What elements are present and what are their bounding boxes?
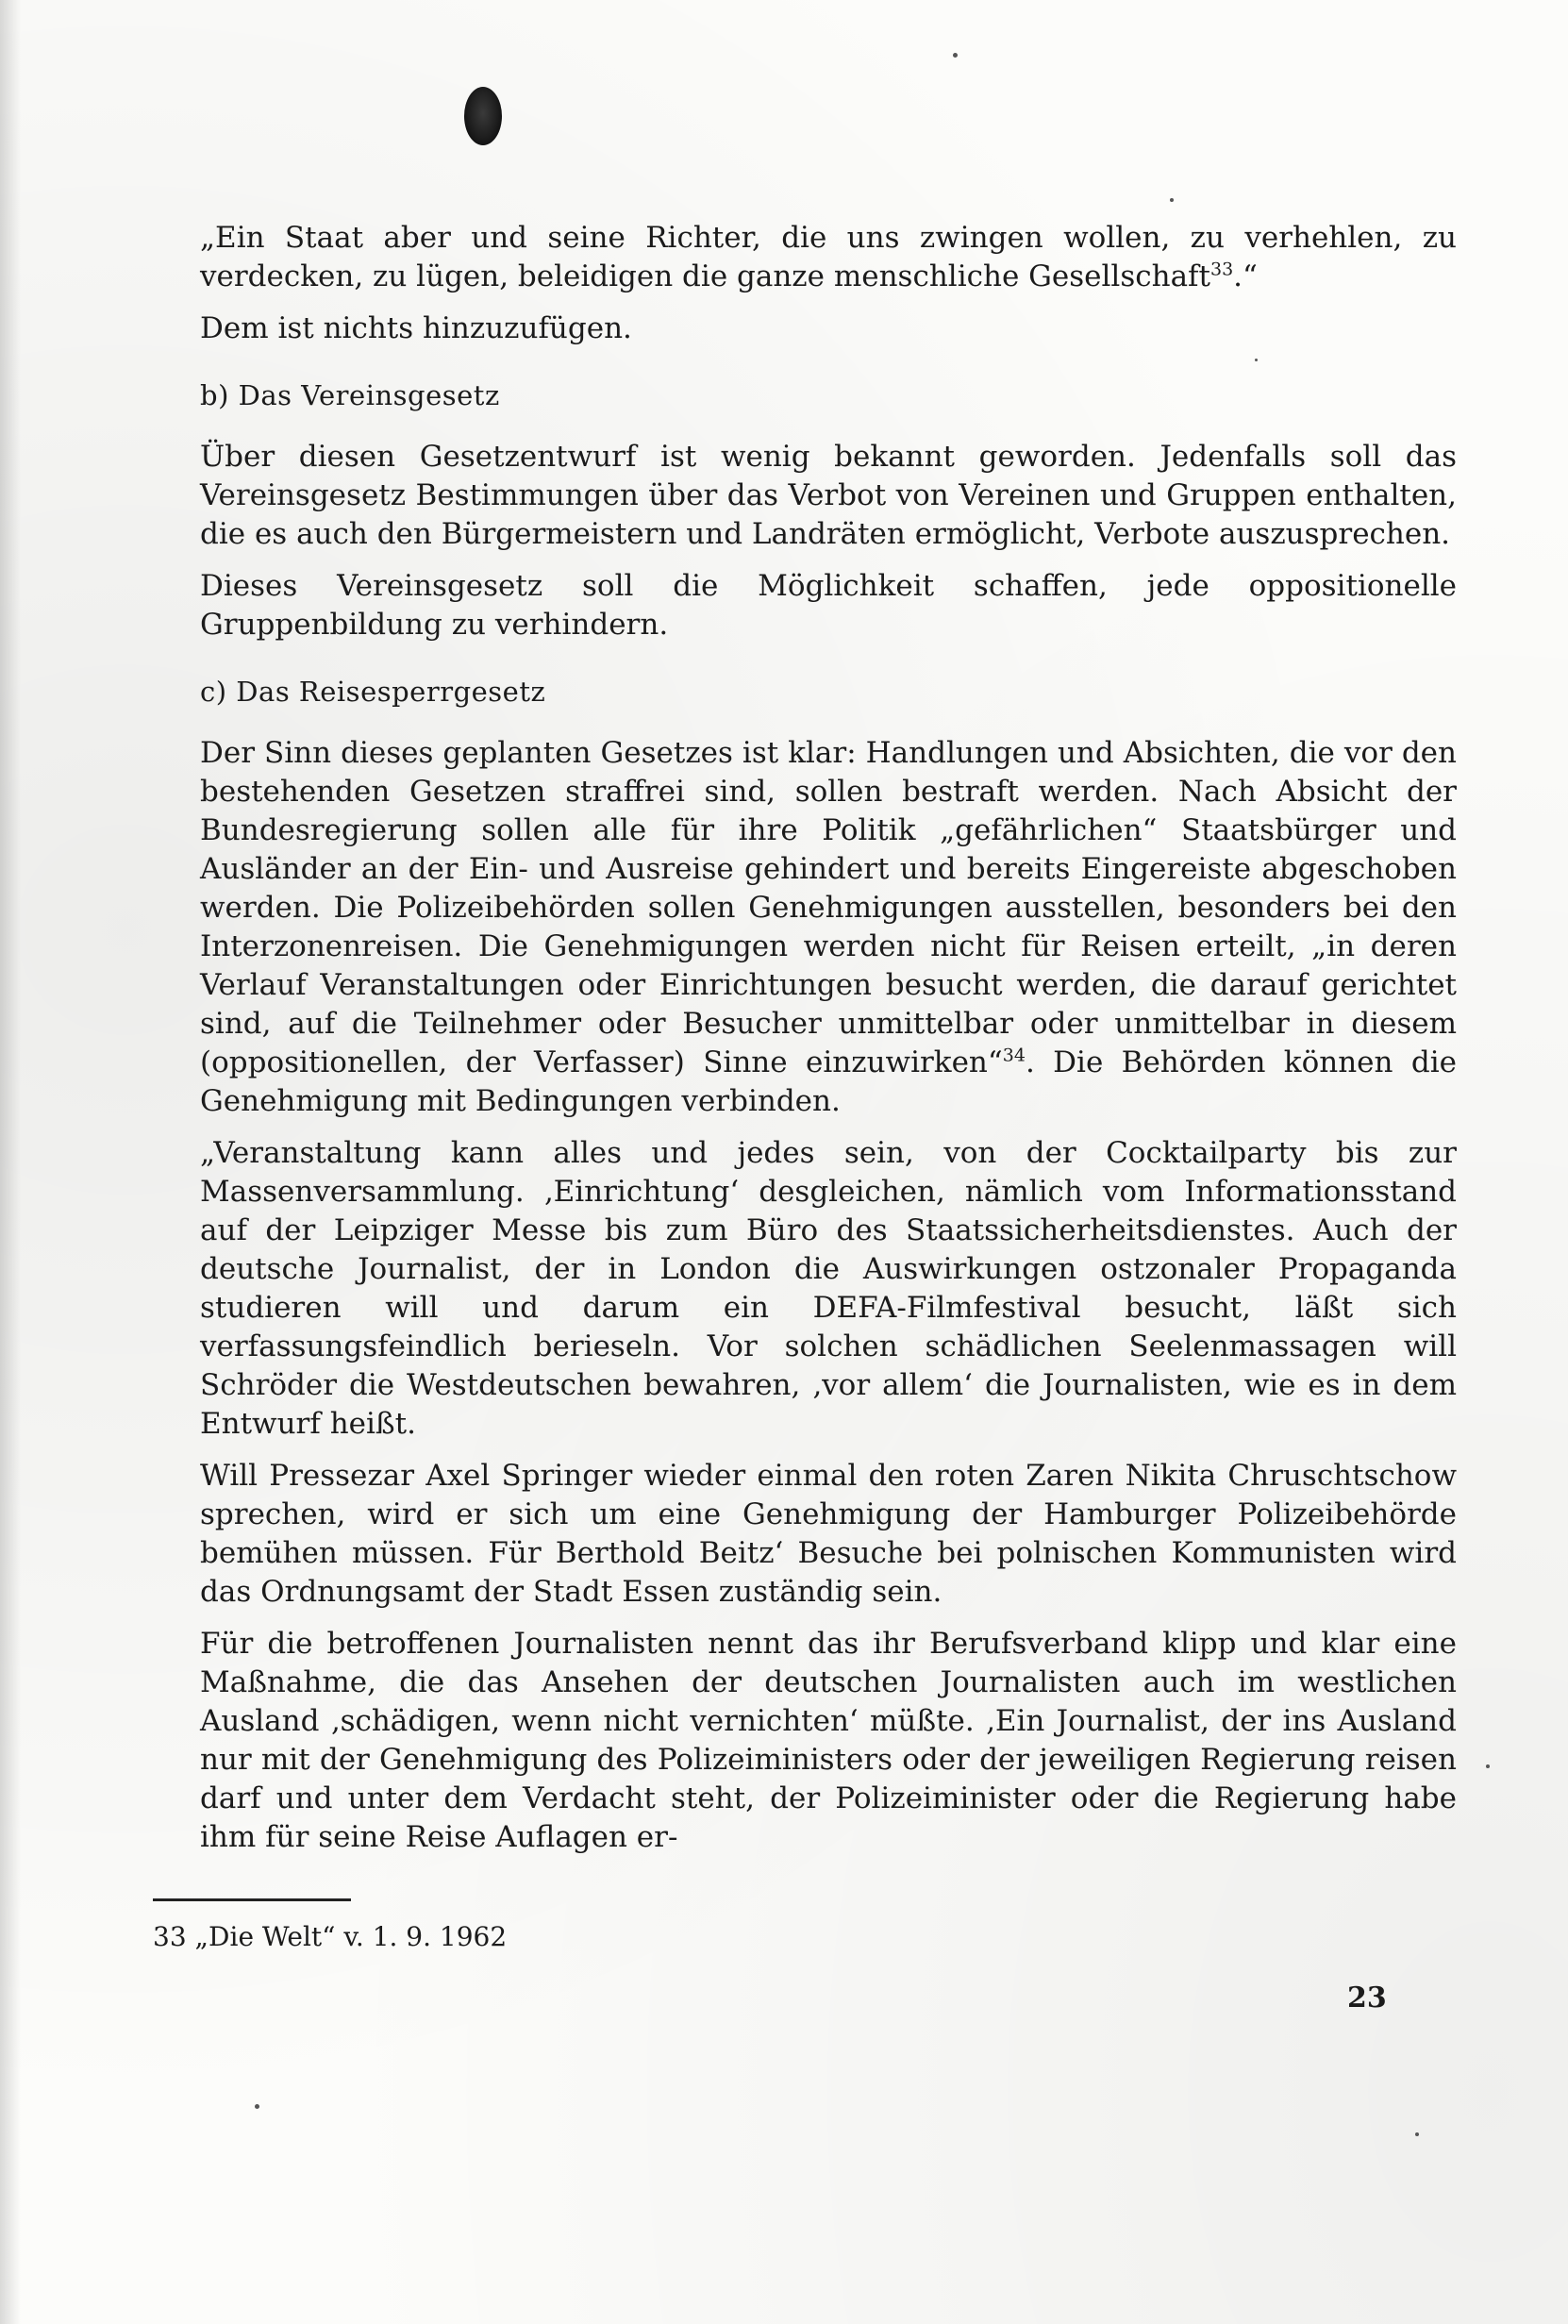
paragraph-text-after: .“ (1233, 259, 1258, 293)
paragraph-text: „Ein Staat aber und seine Richter, die uns zwingen wollen, zu verhehlen, zu verdecken, zu lügen, beleidigen die ganze menschliche Gesellschaft (200, 221, 1457, 293)
footnote-ref: 33 (1209, 259, 1234, 280)
page-number: 23 (1347, 1981, 1387, 2015)
punch-hole-mark (464, 87, 502, 145)
scan-speck (953, 53, 958, 58)
scan-speck (1170, 198, 1174, 202)
paragraph-2: Dem ist nichts hinzuzufügen. (200, 311, 632, 345)
scan-speck (1255, 359, 1258, 361)
paragraph-3: Über diesen Gesetzentwurf ist wenig bekannt geworden. Jedenfalls soll das Vereinsgesetz Bestimmungen über das Verbot von Vereinen und Gruppen enthalten, die es auch den Bürgermeistern und Landräten ermöglicht, Verbote auszusprechen. (200, 440, 1457, 551)
body-text (200, 219, 1457, 1870)
paragraph-7: Will Pressezar Axel Springer wieder einmal den roten Zaren Nikita Chruschtschow sprechen, wird er sich um eine Genehmigung der Hamburger Polizeibehörde bemühen müssen. Für Berthold Beitz‘ Besuche bei polnischen Kommunisten wird das Ordnungsamt der Stadt Essen zuständig sein. (200, 1459, 1457, 1609)
paragraph-quote-1 (200, 219, 1457, 296)
footnote: 33 „Die Welt“ v. 1. 9. 1962 (153, 1921, 508, 1952)
footnote-ref: 34 (1002, 1045, 1026, 1066)
footnote-divider (153, 1898, 351, 1901)
scan-left-edge-shadow (0, 0, 21, 2324)
section-heading-c: c) Das Reisesperrgesetz (200, 676, 546, 708)
paragraph-6: „Veranstaltung kann alles und jedes sein, von der Cocktailparty bis zur Massenversammlung. ‚Einrichtung‘ desgleichen, nämlich vom Informationsstand auf der Leipziger Messe bis zum Büro des Staatssicherheitsdienstes. Auch der deutsche Journalist, der in London die Auswirkungen ostzonaler Propaganda studieren will und darum ein DEFA-Filmfestival besucht, läßt sich verfassungsfeindlich berieseln. Vor solchen schädlichen Seelenmassagen will Schröder die Westdeutschen bewahren, ‚vor allem‘ die Journalisten, wie es in dem Entwurf heißt. (200, 1136, 1457, 1441)
section-heading-b: b) Das Vereinsgesetz (200, 379, 500, 411)
paragraph-text: Der Sinn dieses geplanten Gesetzes ist klar: Handlungen und Absichten, die vor den bestehenden Gesetzen straffrei sind, sollen bestraft werden. Nach Absicht der Bundesregierung sollen alle für ihre Politik „gefährlichen“ Staatsbürger und Ausländer an der Ein- und Ausreise gehindert und bereits Eingereiste abgeschoben werden. Die Polizeibehörden sollen Genehmigungen ausstellen, besonders bei den Interzonenreisen. Die Genehmigungen werden nicht für Reisen erteilt, „in deren Verlauf Veranstaltungen oder Einrichtungen besucht werden, die darauf gerichtet sind, auf die Teilnehmer oder Besucher unmittelbar oder unmittelbar in diesem (oppositionellen, der Verfasser) Sinne einzuwirken“ (200, 736, 1457, 1079)
paragraph-text-after: . Die Behörden können die Genehmigung mit Bedingungen verbinden. (200, 1045, 1457, 1118)
paragraph-5 (200, 734, 1457, 1121)
scan-speck (255, 2104, 259, 2109)
scan-speck (1486, 1764, 1490, 1768)
paragraph-4: Dieses Vereinsgesetz soll die Möglichkeit schaffen, jede oppositionelle Gruppenbildung zu verhindern. (200, 569, 1457, 642)
scan-speck (1415, 2132, 1419, 2136)
paragraph-8: Für die betroffenen Journalisten nennt das ihr Berufsverband klipp und klar eine Maßnahme, die das Ansehen der deutschen Journalisten auch im westlichen Ausland ‚schädigen, wenn nicht vernichten‘ müßte. ‚Ein Journalist, der ins Ausland nur mit der Genehmigung des Polizeiministers oder der jeweiligen Regierung reisen darf und unter dem Verdacht steht, der Polizeiminister oder die Regierung habe ihm für seine Reise Auflagen er- (200, 1627, 1457, 1854)
